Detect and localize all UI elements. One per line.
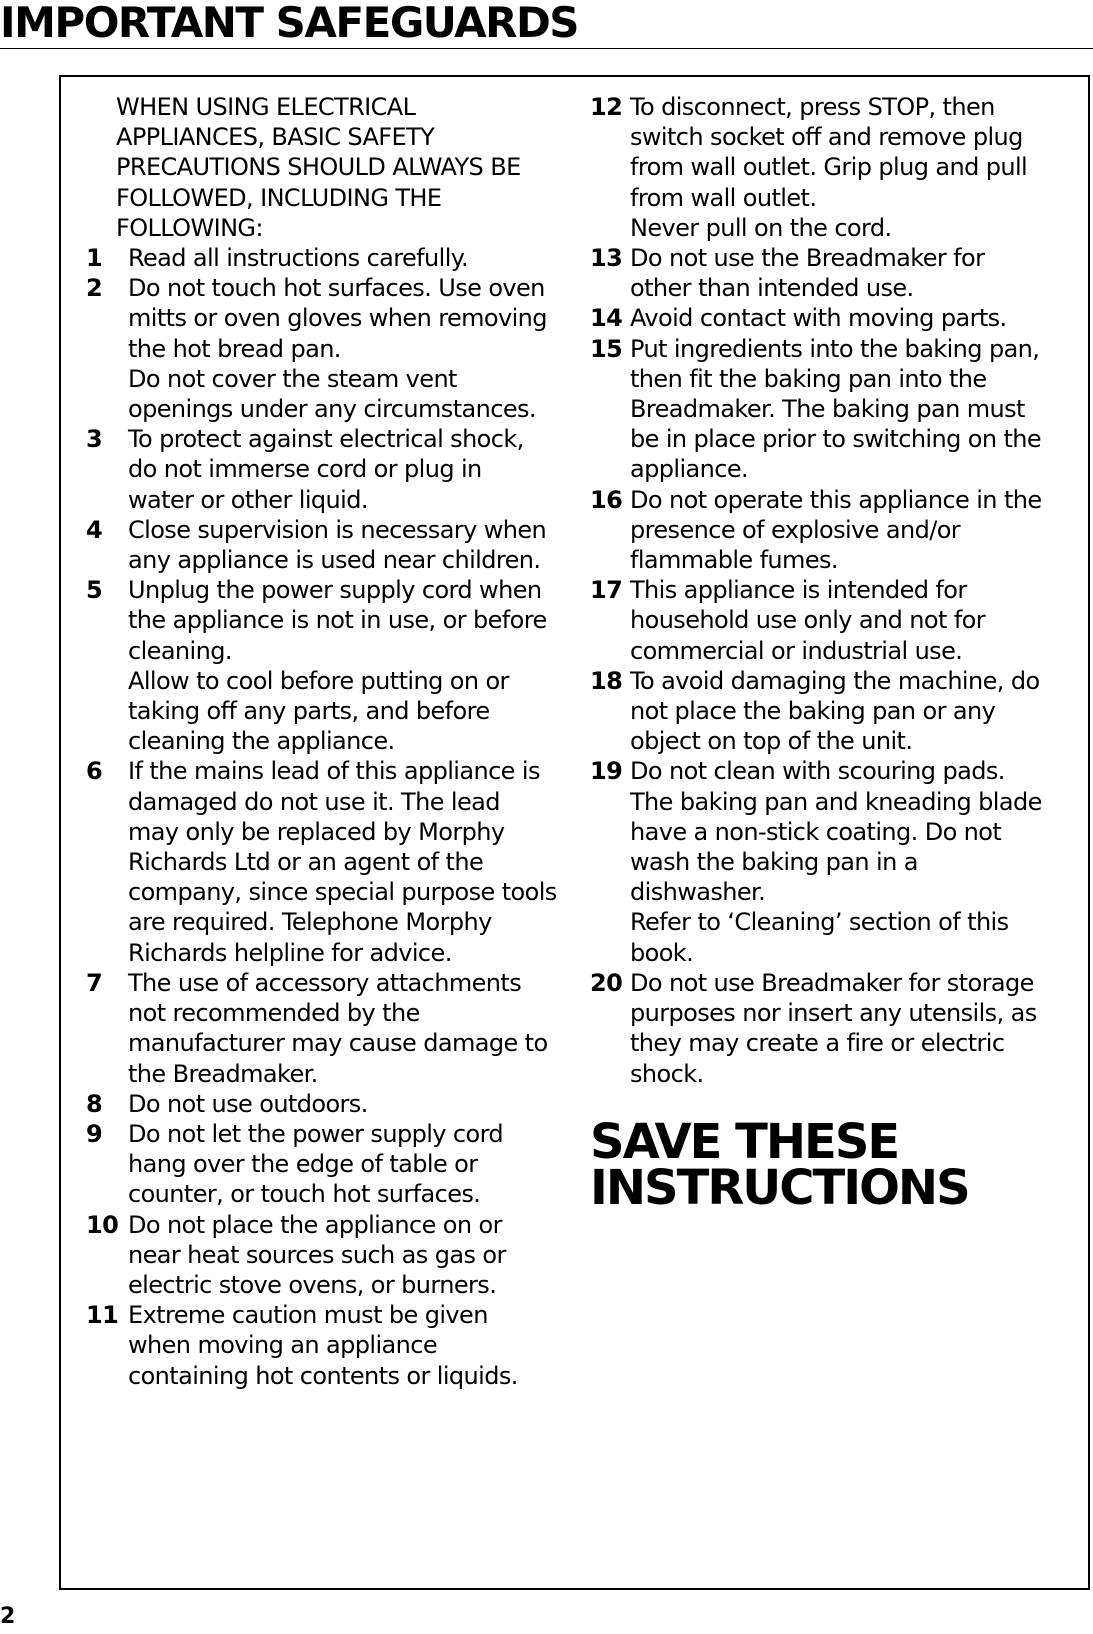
item-line: from wall outlet. — [630, 183, 817, 212]
item-line: may only be replaced by Morphy — [128, 817, 505, 846]
safeguard-item — [590, 334, 1070, 485]
item-line: have a non-stick coating. Do not — [630, 817, 1002, 846]
item-line: shock. — [630, 1059, 704, 1088]
item-number: 11 — [86, 1301, 119, 1330]
safeguard-item — [86, 968, 566, 1089]
item-text — [630, 334, 1070, 485]
item-number: 16 — [590, 485, 623, 514]
item-line: mitts or oven gloves when removing — [128, 304, 547, 333]
intro-paragraph — [86, 92, 566, 243]
safeguard-item — [86, 1210, 566, 1301]
item-number: 18 — [590, 666, 623, 695]
item-number: 4 — [86, 515, 103, 544]
item-line: Do not touch hot surfaces. Use oven — [128, 274, 545, 303]
item-line: To protect against electrical shock, — [128, 425, 524, 454]
item-line: To avoid damaging the machine, do — [630, 666, 1040, 695]
item-text — [128, 424, 566, 515]
item-line: switch socket off and remove plug — [630, 123, 1023, 152]
page-title: IMPORTANT SAFEGUARDS — [0, 0, 579, 47]
item-line: Unplug the power supply cord when — [128, 576, 542, 605]
item-text — [128, 515, 566, 575]
safeguard-item — [590, 92, 1070, 243]
item-line: appliance. — [630, 455, 749, 484]
item-number: 12 — [590, 93, 623, 121]
safeguard-item — [86, 1300, 566, 1391]
safeguard-item — [86, 756, 566, 967]
item-number: 5 — [86, 576, 103, 605]
item-line: electric stove ovens, or burners. — [128, 1270, 497, 1299]
item-line: The use of accessory attachments — [128, 968, 522, 997]
item-line: Do not clean with scouring pads. — [630, 757, 1005, 786]
safeguard-item — [590, 756, 1070, 967]
item-text — [630, 666, 1070, 757]
item-text — [128, 968, 566, 1089]
safeguard-item — [590, 303, 1070, 333]
item-number: 7 — [86, 968, 103, 997]
item-number: 3 — [86, 425, 103, 454]
intro-line: APPLIANCES, BASIC SAFETY — [116, 123, 435, 152]
item-line: manufacturer may cause damage to — [128, 1029, 548, 1058]
item-line: This appliance is intended for — [630, 576, 967, 605]
item-text — [128, 1119, 566, 1210]
item-line: Close supervision is necessary when — [128, 515, 547, 544]
item-number: 20 — [590, 968, 623, 997]
item-text — [128, 273, 566, 424]
item-line: presence of explosive and/or — [630, 515, 961, 544]
item-line: damaged do not use it. The lead — [128, 787, 500, 816]
save-line: SAVE THESE — [590, 1113, 899, 1170]
item-line: Richards helpline for advice. — [128, 938, 452, 967]
item-line: from wall outlet. Grip plug and pull — [630, 153, 1028, 182]
item-text — [128, 1210, 566, 1301]
item-line: openings under any circumstances. — [128, 395, 536, 424]
item-line: Allow to cool before putting on or — [128, 666, 509, 695]
item-line: Richards Ltd or an agent of the — [128, 848, 484, 877]
item-line: If the mains lead of this appliance is — [128, 757, 540, 786]
item-line: commercial or industrial use. — [630, 636, 963, 665]
item-line: Refer to ‘Cleaning’ section of this — [630, 908, 1009, 937]
safeguard-item — [86, 515, 566, 575]
item-line: do not immerse cord or plug in — [128, 455, 482, 484]
item-number: 15 — [590, 334, 623, 363]
item-text — [630, 243, 1070, 303]
item-line: company, since special purpose tools — [128, 878, 557, 907]
item-line: not place the baking pan or any — [630, 697, 996, 726]
item-line: Never pull on the cord. — [630, 213, 892, 242]
item-number: 9 — [86, 1119, 103, 1148]
item-line: the appliance is not in use, or before — [128, 606, 547, 635]
safeguard-item — [590, 666, 1070, 757]
safeguard-item — [86, 1089, 566, 1119]
item-text — [128, 1300, 566, 1391]
safeguard-item — [86, 575, 566, 756]
safeguard-item — [86, 424, 566, 515]
page-number: 2 — [0, 1604, 16, 1629]
intro-line: FOLLOWING: — [116, 213, 263, 242]
safeguard-item — [590, 968, 1070, 1089]
item-line: Do not operate this appliance in the — [630, 485, 1042, 514]
item-text — [128, 1089, 566, 1119]
title-divider — [0, 48, 1093, 49]
item-number: 17 — [590, 576, 623, 605]
item-line: Avoid contact with moving parts. — [630, 304, 1007, 333]
item-line: cleaning the appliance. — [128, 727, 395, 756]
item-line: be in place prior to switching on the — [630, 425, 1042, 454]
item-number: 10 — [86, 1210, 119, 1239]
item-line: counter, or touch hot surfaces. — [128, 1180, 481, 1209]
item-line: The baking pan and kneading blade — [630, 787, 1042, 816]
item-line: are required. Telephone Morphy — [128, 908, 492, 937]
item-line: cleaning. — [128, 636, 232, 665]
item-line: when moving an appliance — [128, 1331, 437, 1360]
item-number: 6 — [86, 757, 103, 786]
item-line: Do not cover the steam vent — [128, 364, 457, 393]
item-line: Breadmaker. The baking pan must — [630, 395, 1025, 424]
item-line: household use only and not for — [630, 606, 986, 635]
item-line: hang over the edge of table or — [128, 1150, 478, 1179]
item-line: then fit the baking pan into the — [630, 364, 987, 393]
item-line: purposes nor insert any utensils, as — [630, 999, 1037, 1028]
item-text — [630, 756, 1070, 967]
safeguard-item — [86, 243, 566, 273]
save-instructions-heading — [590, 1113, 1070, 1216]
safeguard-item — [86, 1119, 566, 1210]
left-column — [86, 92, 566, 1391]
item-number: 2 — [86, 274, 103, 303]
item-number: 19 — [590, 757, 623, 786]
item-line: Do not place the appliance on or — [128, 1210, 502, 1239]
item-text — [630, 575, 1070, 666]
intro-line: WHEN USING ELECTRICAL — [116, 93, 416, 121]
safeguard-item — [590, 485, 1070, 576]
item-text — [630, 968, 1070, 1089]
right-safeguard-list — [590, 92, 1070, 1089]
item-text — [128, 575, 566, 756]
item-text — [630, 92, 1070, 243]
item-line: flammable fumes. — [630, 546, 838, 575]
item-line: wash the baking pan in a — [630, 848, 918, 877]
item-number: 8 — [86, 1089, 103, 1118]
item-number: 1 — [86, 244, 103, 273]
item-number: 14 — [590, 304, 623, 333]
item-line: Do not let the power supply cord — [128, 1119, 504, 1148]
item-line: dishwasher. — [630, 878, 766, 907]
item-text — [630, 303, 1070, 333]
intro-line: PRECAUTIONS SHOULD ALWAYS BE — [116, 153, 521, 182]
item-line: Extreme caution must be given — [128, 1301, 488, 1330]
item-line: To disconnect, press STOP, then — [630, 93, 995, 121]
item-line: water or other liquid. — [128, 485, 368, 514]
item-line: any appliance is used near children. — [128, 546, 541, 575]
item-text — [630, 485, 1070, 576]
safeguard-item — [86, 273, 566, 424]
item-number: 13 — [590, 244, 623, 273]
item-text — [128, 243, 566, 273]
item-line: they may create a fire or electric — [630, 1029, 1005, 1058]
item-text — [128, 756, 566, 967]
item-line: Do not use Breadmaker for storage — [630, 968, 1034, 997]
item-line: book. — [630, 938, 694, 967]
item-line: not recommended by the — [128, 999, 420, 1028]
right-column — [590, 92, 1070, 1216]
safeguard-item — [590, 243, 1070, 303]
item-line: object on top of the unit. — [630, 727, 913, 756]
safeguard-item — [590, 575, 1070, 666]
item-line: the Breadmaker. — [128, 1059, 318, 1088]
save-line: INSTRUCTIONS — [590, 1159, 969, 1216]
item-line: the hot bread pan. — [128, 334, 341, 363]
item-line: other than intended use. — [630, 274, 914, 303]
left-safeguard-list — [86, 243, 566, 1391]
intro-line: FOLLOWED, INCLUDING THE — [116, 183, 442, 212]
item-line: containing hot contents or liquids. — [128, 1361, 518, 1390]
item-line: Put ingredients into the baking pan, — [630, 334, 1040, 363]
item-line: Do not use the Breadmaker for — [630, 244, 985, 273]
item-line: near heat sources such as gas or — [128, 1240, 506, 1269]
item-line: Do not use outdoors. — [128, 1089, 368, 1118]
item-line: Read all instructions carefully. — [128, 244, 468, 273]
item-line: taking off any parts, and before — [128, 697, 490, 726]
